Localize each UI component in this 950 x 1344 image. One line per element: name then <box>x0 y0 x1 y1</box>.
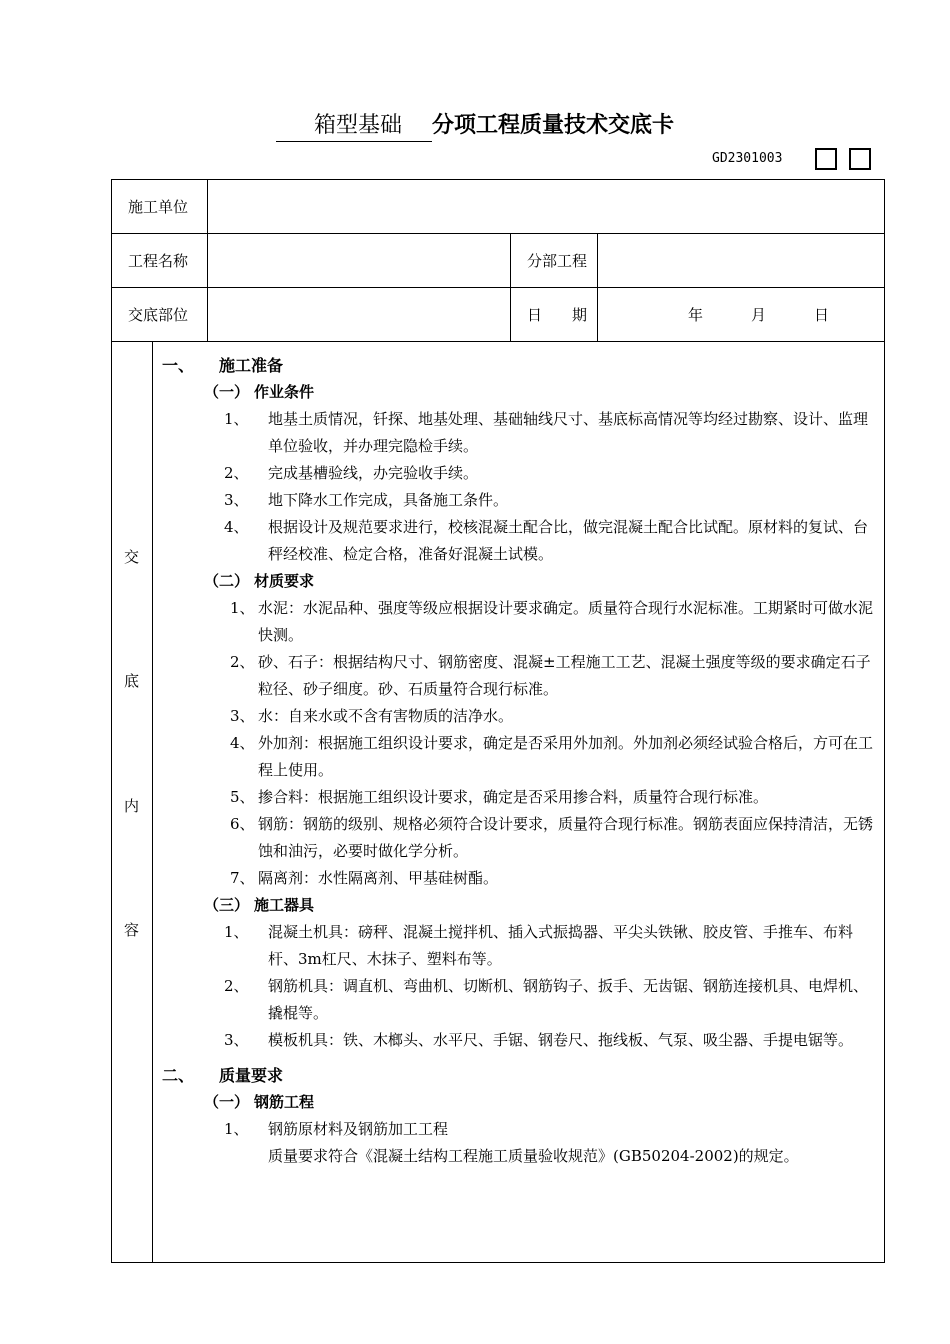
unit-label: 施工单位 <box>112 180 208 234</box>
content-body <box>162 352 874 1170</box>
side-label <box>112 342 153 1262</box>
list-item: 2、 钢筋机具：调直机、弯曲机、切断机、钢筋钩子、扳手、无齿锯、钢筋连接机具、电焊机、撬棍等。 <box>224 977 869 1022</box>
date-value[interactable] <box>598 288 885 342</box>
part-value[interactable] <box>208 288 511 342</box>
title-prefix: 箱型基础 <box>276 108 432 142</box>
header-table <box>111 179 885 342</box>
section-1b-heading: （二） 材质要求 <box>204 572 315 590</box>
list-item: 2、 砂、石子：根据结构尺寸、钢筋密度、混凝±工程施工工艺、混凝土强度等级的要求确定石子粒径、砂子细度。砂、石质量符合现行标准。 <box>230 653 871 698</box>
list-item: 3、 地下降水工作完成，具备施工条件。 <box>224 491 509 509</box>
date-day: 日 <box>814 306 830 324</box>
list-item: 1、 地基土质情况，钎探、地基处理、基础轴线尺寸、基底标高情况等均经过勘察、设计、监理单位验收，并办理完隐检手续。 <box>224 410 869 455</box>
section-2a-heading: （一） 钢筋工程 <box>204 1093 315 1111</box>
subproject-value[interactable] <box>598 234 885 288</box>
list-item: 1、 水泥：水泥品种、强度等级应根据设计要求确定。质量符合现行水泥标准。工期紧时可做水泥快测。 <box>230 599 874 644</box>
section-2-heading: 二、 质量要求 <box>162 1066 284 1085</box>
list-item: 3、 水：自来水或不含有害物质的洁净水。 <box>230 707 514 725</box>
section-1c-heading: （三） 施工器具 <box>204 896 315 914</box>
side-char-4: 容 <box>124 921 140 939</box>
date-year: 年 <box>688 306 704 324</box>
list-item: 7、 隔离剂：水性隔离剂、甲基硅树酯。 <box>230 869 499 887</box>
side-char-3: 内 <box>124 797 140 815</box>
list-item: 1、 钢筋原材料及钢筋加工工程 <box>224 1120 449 1138</box>
content-area <box>111 342 885 1263</box>
subproject-label: 分部工程 <box>511 234 598 288</box>
date-label: 日 期 <box>511 288 598 342</box>
project-label: 工程名称 <box>112 234 208 288</box>
list-item: 6、 钢筋：钢筋的级别、规格必须符合设计要求，质量符合现行标准。钢筋表面应保持清洁，无锈蚀和油污，必要时做化学分析。 <box>230 815 874 860</box>
list-item: 2、 完成基槽验线，办完验收手续。 <box>224 464 479 482</box>
paragraph: 质量要求符合《混凝土结构工程施工质量验收规范》(GB50204-2002)的规定。 <box>268 1147 799 1165</box>
side-char-1: 交 <box>124 548 140 566</box>
unit-value[interactable] <box>208 180 885 234</box>
section-1a-heading: （一） 作业条件 <box>204 383 315 401</box>
checkbox-2[interactable] <box>849 148 871 170</box>
page-title <box>0 108 950 142</box>
list-item: 4、 根据设计及规范要求进行，校核混凝土配合比，做完混凝土配合比试配。原材料的复试、台秤经校准、检定合格，准备好混凝土试模。 <box>224 518 869 563</box>
part-label: 交底部位 <box>112 288 208 342</box>
list-item: 1、 混凝土机具：磅秤、混凝土搅拌机、插入式振捣器、平尖头铁锹、胶皮管、手推车、布料杆、3m杠尺、木抹子、塑料布等。 <box>224 923 854 968</box>
date-month: 月 <box>751 306 767 324</box>
list-item: 4、 外加剂：根据施工组织设计要求，确定是否采用外加剂。外加剂必须经试验合格后，方可在工程上使用。 <box>230 734 874 779</box>
checkbox-1[interactable] <box>815 148 837 170</box>
project-value[interactable] <box>208 234 511 288</box>
list-item: 3、 模板机具：铁、木榔头、水平尺、手锯、钢卷尺、拖线板、气泵、吸尘器、手提电锯等。 <box>224 1031 854 1049</box>
list-item: 5、 掺合料：根据施工组织设计要求，确定是否采用掺合料，质量符合现行标准。 <box>230 788 769 806</box>
section-1-heading: 一、 施工准备 <box>162 356 284 375</box>
document-code: GD2301003 <box>712 151 783 166</box>
title-main: 分项工程质量技术交底卡 <box>432 112 675 138</box>
side-char-2: 底 <box>124 672 140 690</box>
